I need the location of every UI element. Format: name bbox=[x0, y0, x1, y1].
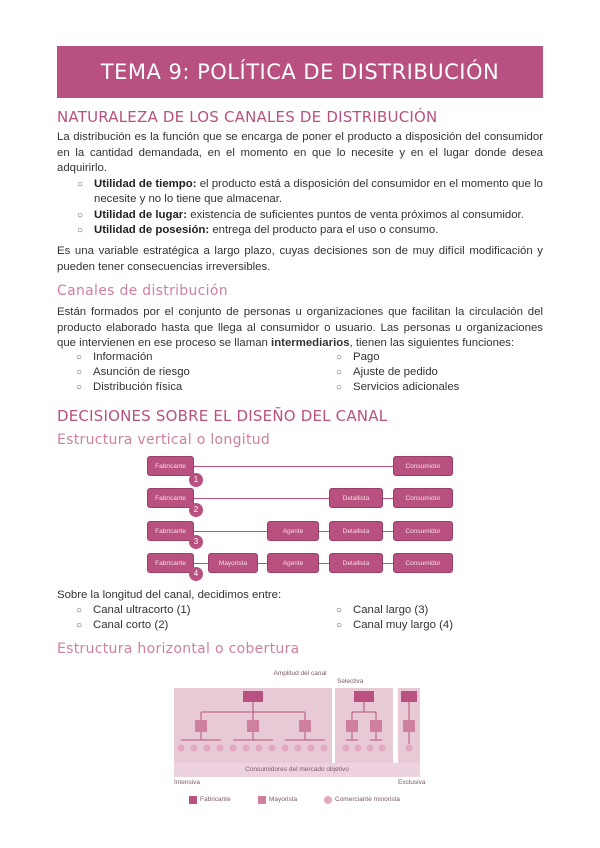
function-item: ○ Servicios adicionales bbox=[353, 380, 459, 395]
exclusive-label: Exclusiva bbox=[398, 779, 426, 786]
length-item: ○ Canal corto (2) bbox=[93, 618, 168, 633]
box-agente: Agente bbox=[267, 553, 319, 573]
mayorista-node bbox=[195, 720, 207, 732]
intro-paragraph: La distribución es la función que se encarga de poner el producto a disposición del consumidor en la cantidad demandada, en el momento en que lo necesite y en el lugar donde desea adquirirlo. bbox=[57, 131, 543, 175]
channel-number: 1 bbox=[189, 473, 203, 487]
bullet-possession-utility: ○ Utilidad de posesión: entrega del producto para el uso o consumo. bbox=[94, 223, 543, 238]
bullet-circle-icon: ○ bbox=[336, 620, 343, 631]
bullet-circle-icon: ○ bbox=[76, 367, 83, 378]
bullet-circle-icon: ○ bbox=[76, 620, 83, 631]
function-item: ○ Ajuste de pedido bbox=[353, 365, 438, 380]
legend-mayorista: Mayorista bbox=[269, 796, 298, 803]
section-heading-design: DECISIONES SOBRE EL DISEÑO DEL CANAL bbox=[57, 407, 388, 425]
box-detallista: Detallista bbox=[329, 553, 383, 573]
fabricante-node bbox=[243, 691, 263, 702]
legend-fabricante: Fabricante bbox=[200, 796, 231, 803]
box-fabricante: Fabricante bbox=[147, 553, 194, 573]
consumers-label: Consumidores del mercado objetivo bbox=[245, 766, 349, 773]
box-detallista: Detallista bbox=[329, 521, 383, 541]
fabricante-node bbox=[401, 691, 417, 702]
page-title: TEMA 9: POLÍTICA DE DISTRIBUCIÓN bbox=[57, 46, 543, 98]
amplitude-label: Amplitud del canal bbox=[273, 670, 327, 677]
function-item: ○ Información bbox=[93, 350, 153, 365]
distribution-tree bbox=[174, 688, 420, 768]
length-item: ○ Canal ultracorto (1) bbox=[93, 603, 191, 618]
length-item: ○ Canal muy largo (4) bbox=[353, 618, 453, 633]
bullet-circle-icon: ○ bbox=[336, 382, 343, 393]
legend-fabricante-swatch bbox=[189, 796, 197, 804]
section-heading-channels: Canales de distribución bbox=[57, 283, 228, 299]
bullet-circle-icon: ○ bbox=[76, 382, 83, 393]
mayorista-node bbox=[370, 720, 382, 732]
box-detallista: Detallista bbox=[329, 488, 383, 508]
connector-line bbox=[194, 466, 394, 467]
intensive-label: Intensiva bbox=[174, 779, 201, 786]
bullet-time-utility: ○ Utilidad de tiempo: el producto está a disposición del consumidor en el momento que lo necesite y no lo tiene que almacenar. bbox=[77, 178, 543, 206]
bullet-circle-icon: ○ bbox=[336, 367, 343, 378]
legend-mayorista-swatch bbox=[258, 796, 266, 804]
box-fabricante: Fabricante bbox=[147, 521, 194, 541]
mayorista-node bbox=[299, 720, 311, 732]
length-item: ○ Canal largo (3) bbox=[353, 603, 428, 618]
fabricante-node bbox=[354, 691, 374, 702]
channel-number: 3 bbox=[189, 535, 203, 549]
function-item: ○ Distribución física bbox=[93, 380, 182, 395]
box-agente: Agente bbox=[267, 521, 319, 541]
bullet-circle-icon: ○ bbox=[76, 605, 83, 616]
selective-label: Selectiva bbox=[337, 678, 364, 685]
legend-minorista-swatch bbox=[324, 796, 332, 804]
closing-paragraph: Es una variable estratégica a largo plazo, cuyas decisiones son de muy difícil modificación y pueden tener consecuencias irreversibles. bbox=[57, 245, 543, 273]
bullet-circle-icon: ○ bbox=[77, 225, 84, 236]
box-consumidor: Consumidor bbox=[393, 521, 453, 541]
vertical-structure-heading: Estructura vertical o longitud bbox=[57, 432, 271, 448]
channels-paragraph: Están formados por el conjunto de personas u organizaciones que facilitan la circulación del producto elaborado hasta que llega al consumidor o usuario. Las personas u organizaciones que intervienen en ese proceso se llaman intermediarios, tienen las siguientes funciones: bbox=[57, 306, 543, 350]
bullet-circle-icon: ○ bbox=[76, 352, 83, 363]
channel-number: 2 bbox=[189, 503, 203, 517]
function-item: ○ Pago bbox=[353, 350, 380, 365]
mayorista-node bbox=[247, 720, 259, 732]
box-consumidor: Consumidor bbox=[393, 488, 453, 508]
length-intro: Sobre la longitud del canal, decidimos entre: bbox=[57, 589, 282, 601]
channel-number: 4 bbox=[189, 567, 203, 581]
bullet-circle-icon: ○ bbox=[336, 605, 343, 616]
mayorista-node bbox=[346, 720, 358, 732]
function-item: ○ Asunción de riesgo bbox=[93, 365, 190, 380]
box-mayorista: Mayorista bbox=[208, 553, 258, 573]
horizontal-structure-heading: Estructura horizontal o cobertura bbox=[57, 641, 300, 657]
box-consumidor: Consumidor bbox=[393, 456, 453, 476]
section-heading-nature: NATURALEZA DE LOS CANALES DE DISTRIBUCIÓN bbox=[57, 108, 438, 126]
bullet-place-utility: ○ Utilidad de lugar: existencia de suficientes puntos de venta próximos al consumidor. bbox=[94, 208, 543, 223]
bullet-circle-icon: ○ bbox=[77, 179, 84, 190]
box-consumidor: Consumidor bbox=[393, 553, 453, 573]
mayorista-node bbox=[403, 720, 415, 732]
bullet-circle-icon: ○ bbox=[336, 352, 343, 363]
legend-minorista: Comerciante minorista bbox=[335, 796, 401, 803]
bullet-circle-icon: ○ bbox=[77, 210, 84, 221]
box-fabricante: Fabricante bbox=[147, 456, 194, 476]
box-fabricante: Fabricante bbox=[147, 488, 194, 508]
